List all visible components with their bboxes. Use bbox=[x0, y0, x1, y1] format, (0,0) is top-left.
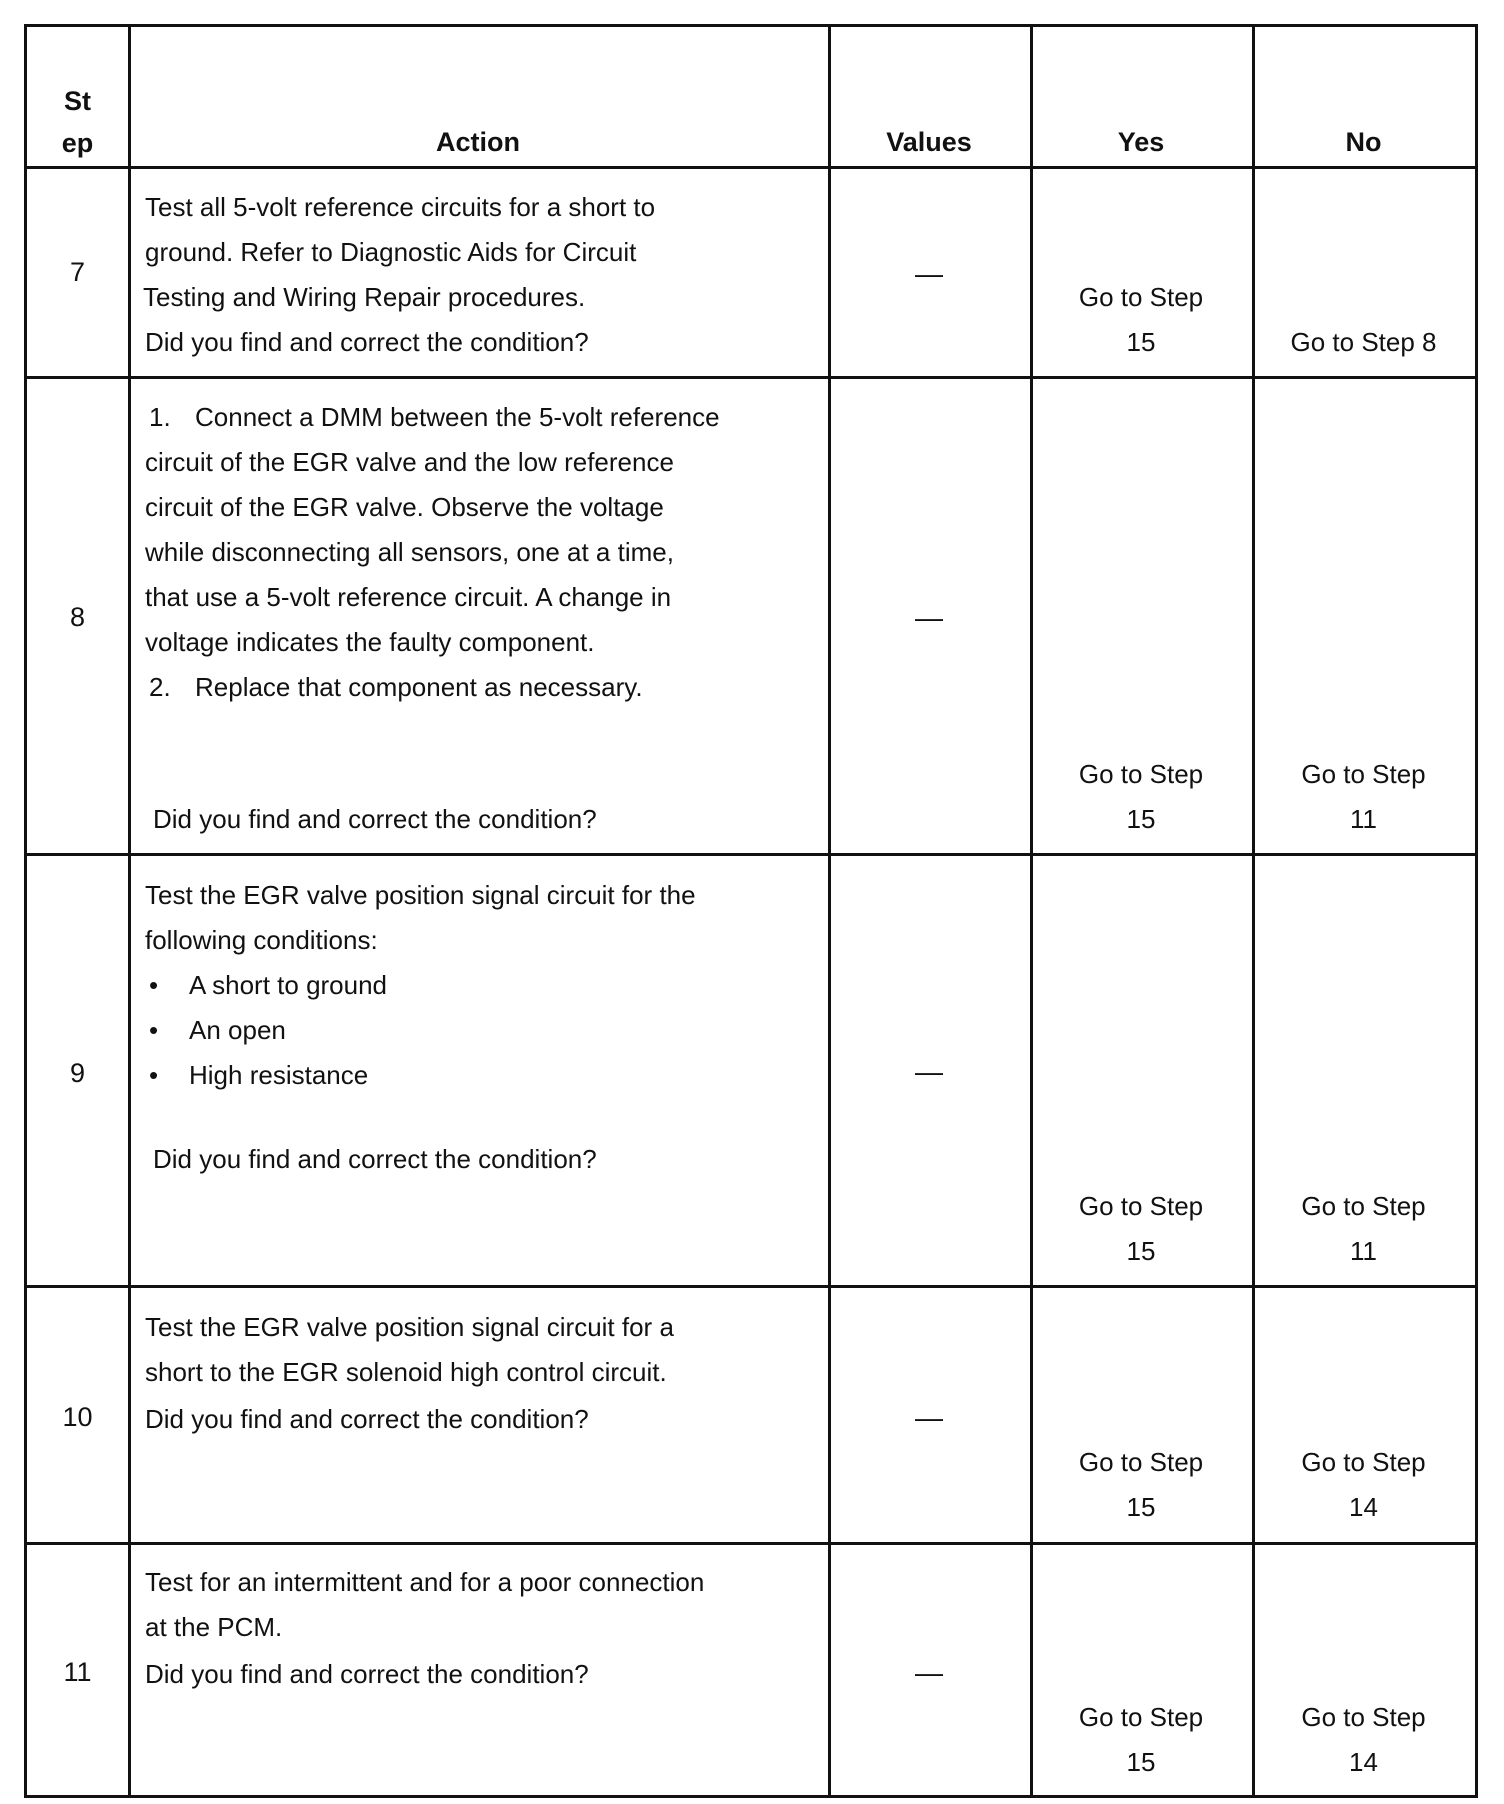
row-7-action-line: Did you find and correct the condition? bbox=[145, 327, 589, 357]
bullet-text: High resistance bbox=[189, 1060, 369, 1090]
row-9-step: 9 bbox=[69, 1058, 86, 1088]
row-7-action-line: Test all 5-volt reference circuits for a short to bbox=[145, 192, 656, 222]
row-7-step: 7 bbox=[69, 257, 86, 287]
row-7-no-line: Go to Step 8 bbox=[1290, 327, 1437, 357]
row-11-action-line: Did you find and correct the condition? bbox=[145, 1659, 589, 1689]
row-9-values: — bbox=[915, 1056, 943, 1087]
row-10-step: 10 bbox=[62, 1402, 93, 1432]
row-8-action-line: circuit of the EGR valve and the low reference bbox=[145, 447, 674, 477]
row-9-no-line: 11 bbox=[1350, 1236, 1377, 1266]
row-7-action-line: ground. Refer to Diagnostic Aids for Circuit bbox=[145, 237, 637, 267]
row-9-bullet-item bbox=[149, 1053, 368, 1098]
header-step-line1: St bbox=[64, 86, 91, 116]
header-values: Values bbox=[886, 127, 972, 157]
row-9-question: Did you find and correct the condition? bbox=[153, 1144, 597, 1174]
row-8-action-line: while disconnecting all sensors, one at a time, bbox=[145, 537, 674, 567]
row-11-values: — bbox=[915, 1657, 943, 1688]
row-divider-8 bbox=[27, 853, 1475, 856]
row-9-yes-line: Go to Step bbox=[1078, 1191, 1204, 1221]
row-11-step: 11 bbox=[63, 1657, 92, 1687]
bullet-glyph: • bbox=[149, 1015, 159, 1045]
row-8-numbered-item bbox=[149, 665, 643, 710]
row-10-yes-line: 15 bbox=[1126, 1492, 1156, 1522]
row-divider-header bbox=[27, 166, 1475, 169]
row-11-yes-line: Go to Step bbox=[1078, 1702, 1204, 1732]
row-8-no-line: 11 bbox=[1350, 804, 1377, 834]
header-action: Action bbox=[436, 127, 520, 157]
row-7-yes-line: Go to Step bbox=[1078, 282, 1204, 312]
row-8-step: 8 bbox=[69, 602, 86, 632]
diagnostic-table bbox=[24, 24, 1478, 1798]
row-8-action-line: voltage indicates the faulty component. bbox=[145, 627, 595, 657]
row-11-action-line: Test for an intermittent and for a poor connection bbox=[145, 1567, 705, 1597]
bullet-glyph: • bbox=[149, 970, 159, 1000]
col-divider-step bbox=[128, 27, 131, 1795]
bullet-text: A short to ground bbox=[189, 970, 388, 1000]
row-divider-9 bbox=[27, 1285, 1475, 1288]
list-text: Replace that component as necessary. bbox=[195, 672, 643, 702]
row-10-values: — bbox=[915, 1402, 943, 1433]
header-step-line2: ep bbox=[61, 128, 94, 158]
row-10-action-line: short to the EGR solenoid high control circuit. bbox=[145, 1357, 667, 1387]
row-11-no-line: 14 bbox=[1349, 1747, 1378, 1777]
row-8-numbered-item bbox=[149, 395, 720, 440]
bullet-glyph: • bbox=[149, 1060, 159, 1090]
bullet-text: An open bbox=[189, 1015, 286, 1045]
list-number: 1. bbox=[149, 402, 171, 432]
row-11-action-line: at the PCM. bbox=[145, 1612, 283, 1642]
row-10-no-line: Go to Step bbox=[1301, 1447, 1426, 1477]
row-9-bullet-item bbox=[149, 963, 387, 1008]
row-8-yes-line: Go to Step bbox=[1078, 759, 1204, 789]
row-7-action-line: Testing and Wiring Repair procedures. bbox=[143, 282, 586, 312]
row-11-no-line: Go to Step bbox=[1301, 1702, 1426, 1732]
row-9-bullet-item bbox=[149, 1008, 286, 1053]
list-number: 2. bbox=[149, 672, 171, 702]
row-10-no-line: 14 bbox=[1349, 1492, 1378, 1522]
row-10-action-line: Test the EGR valve position signal circuit for a bbox=[145, 1312, 674, 1342]
row-8-values: — bbox=[915, 602, 943, 633]
row-8-question: Did you find and correct the condition? bbox=[153, 804, 597, 834]
row-8-yes-line: 15 bbox=[1126, 804, 1156, 834]
row-10-action-line: Did you find and correct the condition? bbox=[145, 1404, 589, 1434]
row-10-yes-line: Go to Step bbox=[1078, 1447, 1204, 1477]
row-9-no-line: Go to Step bbox=[1301, 1191, 1426, 1221]
row-9-yes-line: 15 bbox=[1126, 1236, 1156, 1266]
row-11-yes-line: 15 bbox=[1126, 1747, 1156, 1777]
header-yes: Yes bbox=[1117, 127, 1165, 157]
row-7-yes-line: 15 bbox=[1126, 327, 1156, 357]
header-no: No bbox=[1345, 127, 1382, 157]
row-8-action-line: that use a 5-volt reference circuit. A change in bbox=[145, 582, 672, 612]
row-divider-7 bbox=[27, 376, 1475, 379]
row-8-action-line: circuit of the EGR valve. Observe the voltage bbox=[145, 492, 664, 522]
row-9-action-line: following conditions: bbox=[145, 925, 378, 955]
row-divider-10 bbox=[27, 1542, 1475, 1545]
list-text: Connect a DMM between the 5-volt reference bbox=[195, 402, 720, 432]
row-8-no-line: Go to Step bbox=[1301, 759, 1426, 789]
row-7-values: — bbox=[915, 258, 943, 289]
row-9-action-line: Test the EGR valve position signal circuit for the bbox=[145, 880, 696, 910]
